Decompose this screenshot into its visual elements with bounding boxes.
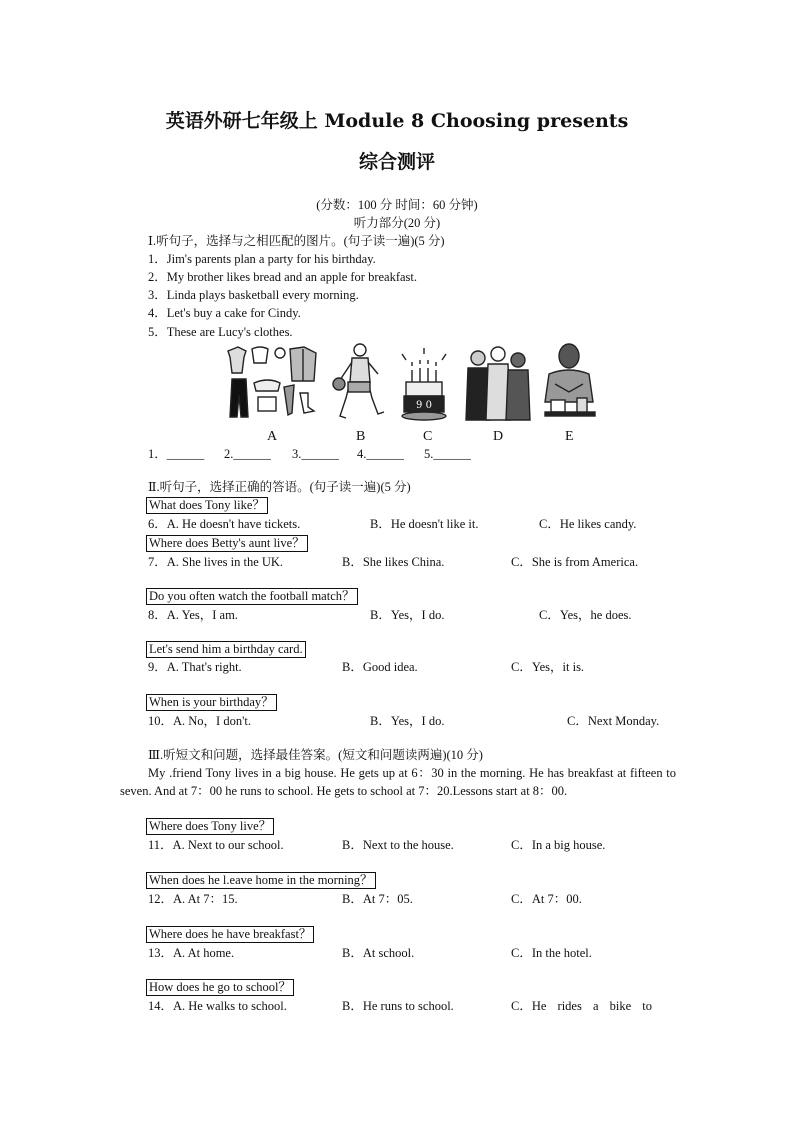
svg-text:9 0: 9 0 [416,400,432,411]
option-a: 13．A. At home. [148,946,235,960]
picture-label-c: C [423,429,433,444]
section1-item: 1．Jim's parents plan a party for his birthday. [148,252,376,266]
answer-blank: 1．______ [148,447,205,461]
question-prompt: What does Tony like？ [146,497,268,514]
picture-label-a: A [267,429,278,444]
option-c: C．He likes candy. [539,517,637,531]
section1-heading: Ⅰ.听句子，选择与之相匹配的图片。(句子读一遍)(5 分) [148,234,445,248]
option-a: 10．A. No，I don't. [148,714,251,728]
option-b: B．He runs to school. [342,999,454,1013]
section1-item: 2．My brother likes bread and an apple for breakfast. [148,270,418,284]
score-time: (分数：100 分 时间：60 分钟) [316,198,478,212]
question-prompt: Let's send him a birthday card. [146,641,306,658]
option-a: 12．A. At 7：15. [148,892,238,906]
birthday-cake-picture [398,346,450,422]
option-b: B．Good idea. [342,660,418,674]
section2-heading: Ⅱ.听句子，选择正确的答语。(句子读一遍)(5 分) [148,480,411,494]
option-a: 11．A. Next to our school. [148,838,284,852]
option-c: C．In a big house. [511,838,606,852]
option-b: B．Next to the house. [342,838,454,852]
option-b: B．At school. [342,946,415,960]
picture-label-b: B [356,429,366,444]
option-b: B．Yes，I do. [370,608,445,622]
basketball-player-picture [330,340,388,422]
answer-blank: 3.______ [292,447,339,461]
question-prompt: Where does Tony live？ [146,818,274,835]
answer-blank: 5.______ [424,447,471,461]
clothes-picture [222,343,324,421]
option-c: C．Next Monday. [567,714,660,728]
section1-item: 5．These are Lucy's clothes. [148,325,293,339]
option-a: 6．A. He doesn't have tickets. [148,517,301,531]
option-a: 9．A. That's right. [148,660,242,674]
question-prompt: Do you often watch the football match？ [146,588,358,605]
page-subtitle: 综合测评 [358,151,435,173]
question-prompt: Where does he have breakfast？ [146,926,314,943]
page-title: 英语外研七年级上 Module 8 Choosing presents [165,110,629,132]
listening-passage: My .friend Tony lives in a big house. He gets up at 6：30 in the morning. He has breakfast at fifteen to seven. And at 7：00 he runs to school. He gets to school at 7：20.Lessons start at 8：00. [120,766,676,798]
picture-label-e: E [565,429,574,444]
breakfast-man-picture [541,340,599,420]
section1-item: 4．Let's buy a cake for Cindy. [148,306,301,320]
option-a: 8．A. Yes，I am. [148,608,238,622]
picture-label-d: D [493,429,504,444]
party-people-picture [462,344,532,422]
option-c: C．Yes，it is. [511,660,585,674]
question-prompt: How does he go to school？ [146,979,294,996]
option-b: B．Yes，I do. [370,714,445,728]
option-b: B．At 7：05. [342,892,413,906]
option-c: C．She is from America. [511,555,639,569]
answer-blank: 2.______ [224,447,271,461]
question-prompt: When does he l.eave home in the morning？ [146,872,376,889]
question-prompt: When is your birthday？ [146,694,277,711]
question-prompt: Where does Betty's aunt live？ [146,535,308,552]
option-c: C．At 7：00. [511,892,582,906]
option-c: C．In the hotel. [511,946,592,960]
option-c: C．Yes，he does. [539,608,632,622]
answer-blank: 4.______ [357,447,404,461]
option-a: 14．A. He walks to school. [148,999,287,1013]
section3-heading: Ⅲ.听短文和问题，选择最佳答案。(短文和问题读两遍)(10 分) [148,748,483,762]
option-c: C．He rides a bike to [511,999,653,1013]
option-a: 7．A. She lives in the UK. [148,555,284,569]
option-b: B．She likes China. [342,555,445,569]
option-b: B．He doesn't like it. [370,517,479,531]
section1-item: 3．Linda plays basketball every morning. [148,288,359,302]
listening-part: 听力部分(20 分) [353,216,441,230]
